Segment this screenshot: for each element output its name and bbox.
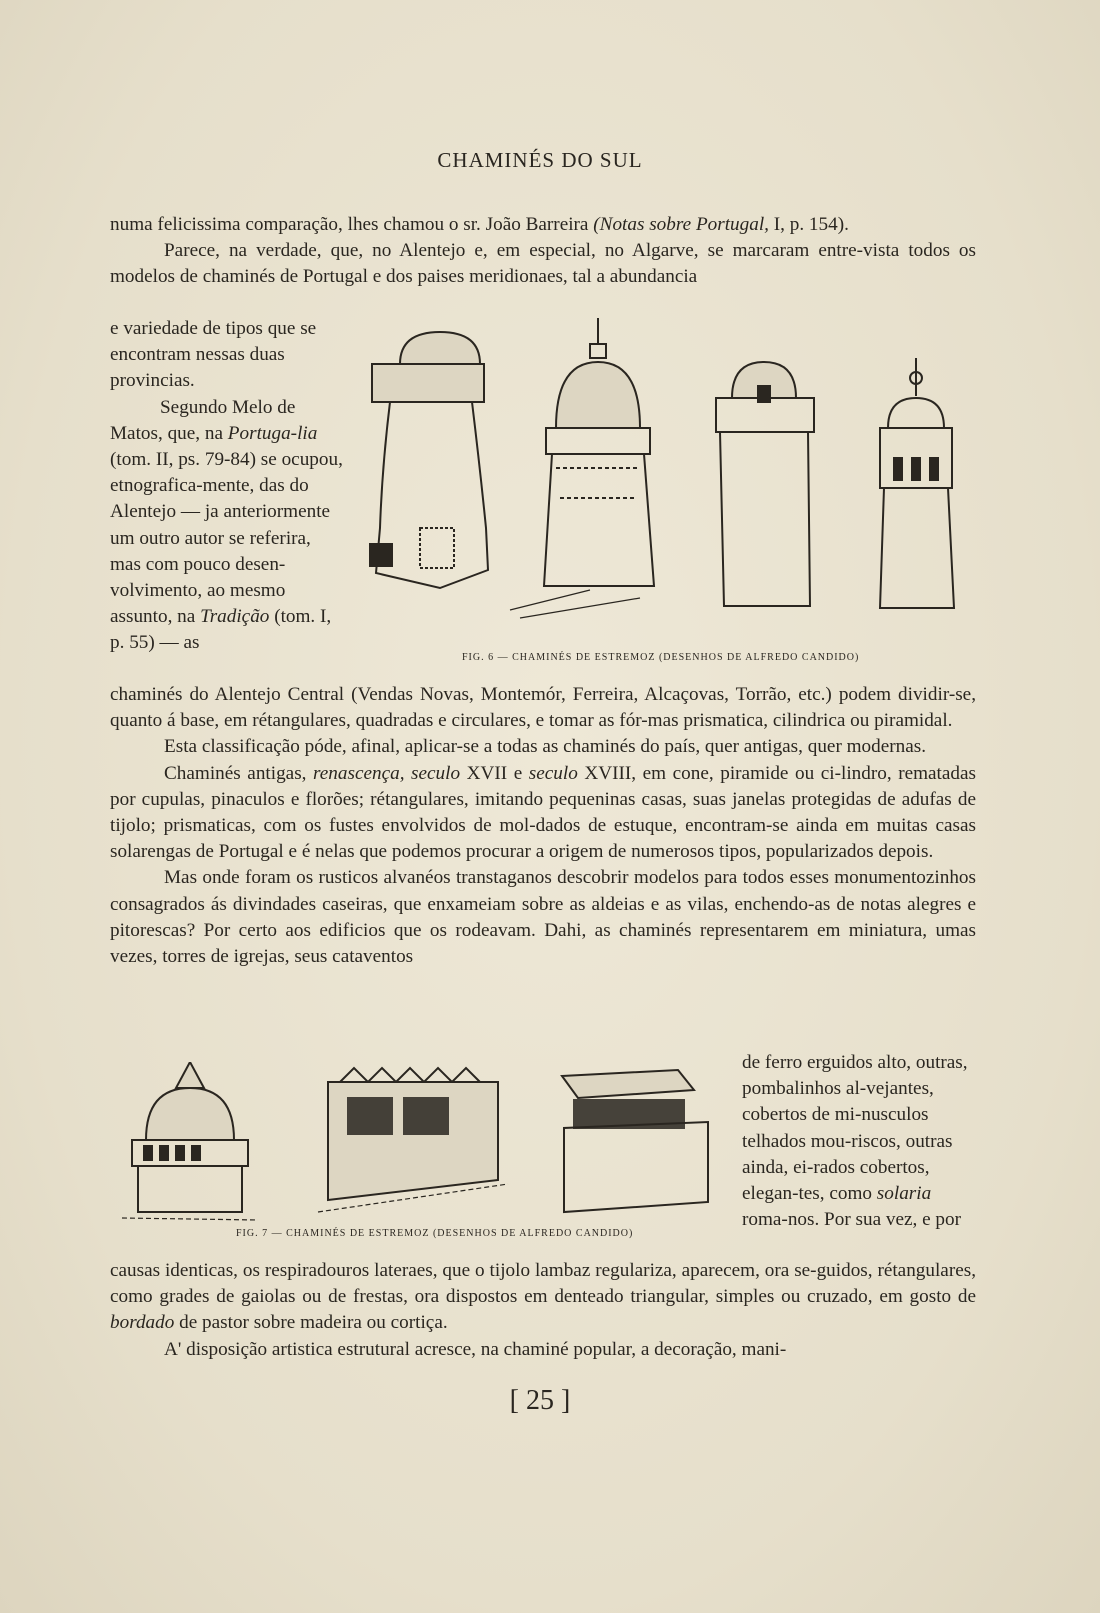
paragraph-6: Mas onde foram os rusticos alvanéos transtaganos descobrir modelos para todos esses monumentozinhos consagrados ás divindades caseiras, que enxameiam sobre as aldeias e as vilas, enchendo-as de notas alegres e pitorescas? Por certo aos edificios que os rodeavam. Dahi, as chaminés representarem em miniatura, umas vezes, torres de igrejas, seus cataventos — [110, 867, 976, 968]
figure-6-chimneys-drawing — [360, 318, 980, 640]
paragraph-1: numa felicissima comparação, lhes chamou o sr. João Barreira (Notas sobre Portugal, I, p. 154). — [110, 214, 849, 235]
paragraph-7: A' disposição artistica estrutural acresce, na chaminé popular, a decoração, mani- — [164, 1338, 787, 1360]
body-text-narrow-left — [110, 316, 343, 657]
paragraph-2-continued: e variedade de tipos que se encontram nessas duas provincias. — [110, 318, 317, 392]
paragraph-3-continued: chaminés do Alentejo Central (Vendas Novas, Montemór, Ferreira, Alcaçovas, Torrão, etc.) podem dividir-se, quanto á base, em rétangulares, quadradas e circulares, e tomar as fór-mas prismatica, cilindrica ou piramidal. — [110, 684, 976, 732]
paragraph-6-narrow: de ferro erguidos alto, outras, pombalinhos al-vejantes, cobertos de mi-nusculos telhados mou-riscos, outras ainda, ei-rados cobertos, elegan-tes, como solaria roma-nos. Por sua vez, e por — [742, 1052, 968, 1231]
page-number: [ 25 ] — [509, 1385, 571, 1416]
paragraph-2: Parece, na verdade, que, no Alentejo e, em especial, no Algarve, se marcaram entre-vista todos os modelos de chaminés de Portugal e dos paises meridionaes, tal a abundancia — [110, 240, 976, 288]
body-text-narrow-right — [742, 1050, 977, 1233]
body-text-middle — [110, 682, 976, 970]
figure-6-caption: FIG. 6 — CHAMINÉS DE ESTREMOZ (DESENHOS DE ALFREDO CANDIDO) — [462, 652, 860, 663]
paragraph-5: Chaminés antigas, renascença, seculo XVII e seculo XVIII, em cone, piramide ou ci-lindro, rematadas por cupulas, pinaculos e florões; rétangulares, imitando pequeninas casas, suas janelas protegidas de adufas de tijolo; prismaticas, com os fustes envolvidos de mol-dados de estuque, encontram-se ainda em muitas casas solarengas de Portugal e é nelas que podemos procurar a origem de numerosos tipos, popularizados depois. — [110, 762, 976, 863]
paragraph-6-end: causas identicas, os respiradouros lateraes, que o tijolo lambaz regulariza, aparecem, ora se-guidos, rétangulares, como grades de gaiolas ou de frestas, ora dispostos em denteado triangular, simples ou cruzado, em gosto de bordado de pastor sobre madeira ou cortiça. — [110, 1260, 976, 1334]
running-head: CHAMINÉS DO SUL — [437, 148, 643, 172]
paragraph-4: Esta classificação póde, afinal, aplicar-se a todas as chaminés do país, quer antigas, quer modernas. — [164, 736, 927, 758]
figure-7-chimneys-drawing — [118, 1062, 748, 1228]
paragraph-3-start: Segundo Melo de Matos, que, na Portuga-lia (tom. II, ps. 79-84) se ocupou, etnografica-mente, das do Alentejo — ja anteriormente um outro autor se referira, mas com pouco desen-volvimento, ao mesmo assunto, na Tradição (tom. I, p. 55) — as — [110, 396, 343, 654]
body-text-bottom — [110, 1258, 976, 1363]
body-text-top — [110, 212, 976, 291]
figure-7-caption: FIG. 7 — CHAMINÉS DE ESTREMOZ (DESENHOS DE ALFREDO CANDIDO) — [236, 1228, 634, 1239]
